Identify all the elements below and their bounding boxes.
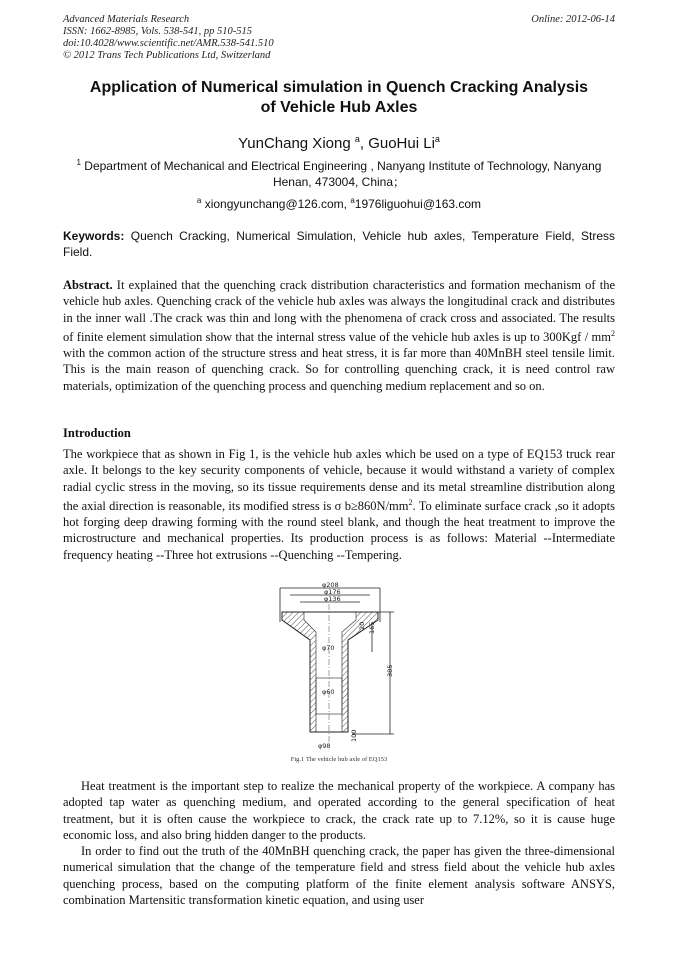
keywords xyxy=(63,228,615,260)
introduction-superscript: 2 xyxy=(408,497,413,507)
abstract-text-1: It explained that the quenching crack distribution characteristics and formation mechanism of the vehicle hub axles. Quenching crack of the vehicle hub axles was always the longitudinal crack and distributes in the inner wall .The crack was thin and long with the phenomena of crack cross and associated. The results of finite element simulation show that the internal stress value of the vehicle hub axles is up to 300Kgf / mm xyxy=(63,278,615,344)
dim-label-176: φ176 xyxy=(324,588,341,596)
heat-paragraph-1: Heat treatment is the important step to realize the mechanical property of the workpiece. A company has adopted tap water as quenching medium, and operated according to the general specification of heat treatment, but it is often cause the workpiece to crack, the crack rate up to 7.12%, so it is cause huge economic loss, and also bring hidden danger to the products. xyxy=(63,779,615,842)
author-2-affil-mark: a xyxy=(434,134,440,144)
doi-line[interactable]: doi:10.4028/www.scientific.net/AMR.538-541.510 xyxy=(63,38,274,49)
introduction-paragraph xyxy=(63,446,615,563)
paper-title xyxy=(63,78,615,118)
hub-axle-drawing xyxy=(272,582,402,752)
author-list xyxy=(63,130,615,153)
email-1-mark: a xyxy=(196,196,202,205)
dim-label-70: φ70 xyxy=(322,644,335,652)
dim-label-385: 385 xyxy=(386,664,394,677)
abstract xyxy=(63,277,615,394)
title-line-2: of Vehicle Hub Axles xyxy=(260,99,418,116)
abstract-label: Abstract. xyxy=(63,278,113,292)
dim-label-98: φ98 xyxy=(318,742,331,750)
keywords-text: Quench Cracking, Numerical Simulation, Vehicle hub axles, Temperature Field, Stress Field. xyxy=(63,229,615,259)
keywords-label: Keywords: xyxy=(63,229,125,243)
section-heading-introduction: Introduction xyxy=(63,426,131,440)
author-2: , GuoHui Li xyxy=(359,135,435,152)
abstract-superscript: 2 xyxy=(611,328,615,338)
dim-label-60: φ60 xyxy=(322,688,335,696)
figure-caption: Fig.1 The vehicle hub axle of EQ153 xyxy=(290,756,388,763)
dim-label-136: φ136 xyxy=(324,595,341,603)
online-date: Online: 2012-06-14 xyxy=(531,14,615,25)
author-1-affil-mark: a xyxy=(354,134,360,144)
author-1: YunChang Xiong xyxy=(238,135,355,152)
copyright-line: © 2012 Trans Tech Publications Ltd, Switzerland xyxy=(63,50,271,61)
affiliation-line-1: Department of Mechanical and Electrical Engineering , Nanyang Institute of Technology, Nanyang xyxy=(80,159,602,173)
introduction-text-2: . To eliminate surface crack ,so it adopts hot forging deep drawing forming with the round steel blank, and though the heat treatment to improve the microstructure and mechanical properties. Its production process is as follows: Material --Intermediate frequency heating --Three hot extrusions --Quenching --Tempering. xyxy=(63,498,615,562)
abstract-text-2: with the common action of the structure stress and heat stress, it is far more than 40MnBH steel tensile limit. This is the main reason of quenching crack. So for controlling quenching crack, it is need control raw materials, optimization of the quenching process and quenching medium replacement and so on. xyxy=(63,346,615,393)
email-line xyxy=(63,193,615,212)
email-2-mark: a xyxy=(350,196,355,205)
affiliation-line-2: Henan, 473004, China； xyxy=(272,175,406,189)
introduction-text-1: The workpiece that as shown in Fig 1, is the vehicle hub axles which be used on a type of EQ153 truck rear axle. It belongs to the key security components of vehicle, because it would withstand a variety of complex radial cyclic stress in the moving, so its tissue requirements dense and its metal streamline distribution along the axial direction is reasonable, its modified stress is σ b≥860N/mm xyxy=(63,447,615,513)
title-line-1: Application of Numerical simulation in Quench Cracking Analysis xyxy=(89,79,589,96)
issn-line: ISSN: 1662-8985, Vols. 538-541, pp 510-515 xyxy=(63,26,252,37)
email-1[interactable]: xiongyunchang@126.com, xyxy=(201,197,351,211)
journal-header xyxy=(63,14,615,62)
dim-label-20: 20 xyxy=(358,621,366,630)
dim-label-100: 100 xyxy=(350,729,358,742)
email-2[interactable]: 1976liguohui@163.com xyxy=(354,197,482,211)
affiliation-number: 1 xyxy=(76,158,81,167)
heat-treatment-section xyxy=(63,778,615,908)
dim-label-165: 165 xyxy=(368,621,376,634)
dim-label-208: φ208 xyxy=(322,582,339,589)
affiliation xyxy=(63,155,615,190)
heat-paragraph-2: In order to find out the truth of the 40MnBH quenching crack, the paper has given the three-dimensional numerical simulation that the change of the temperature field and stress field about the vehicle hub axles quenching process, based on the computing platform of the finite element analysis software ANSYS, combination Martensitic transformation kinetic equation, and using user xyxy=(63,844,615,908)
journal-name: Advanced Materials Research xyxy=(63,14,190,25)
